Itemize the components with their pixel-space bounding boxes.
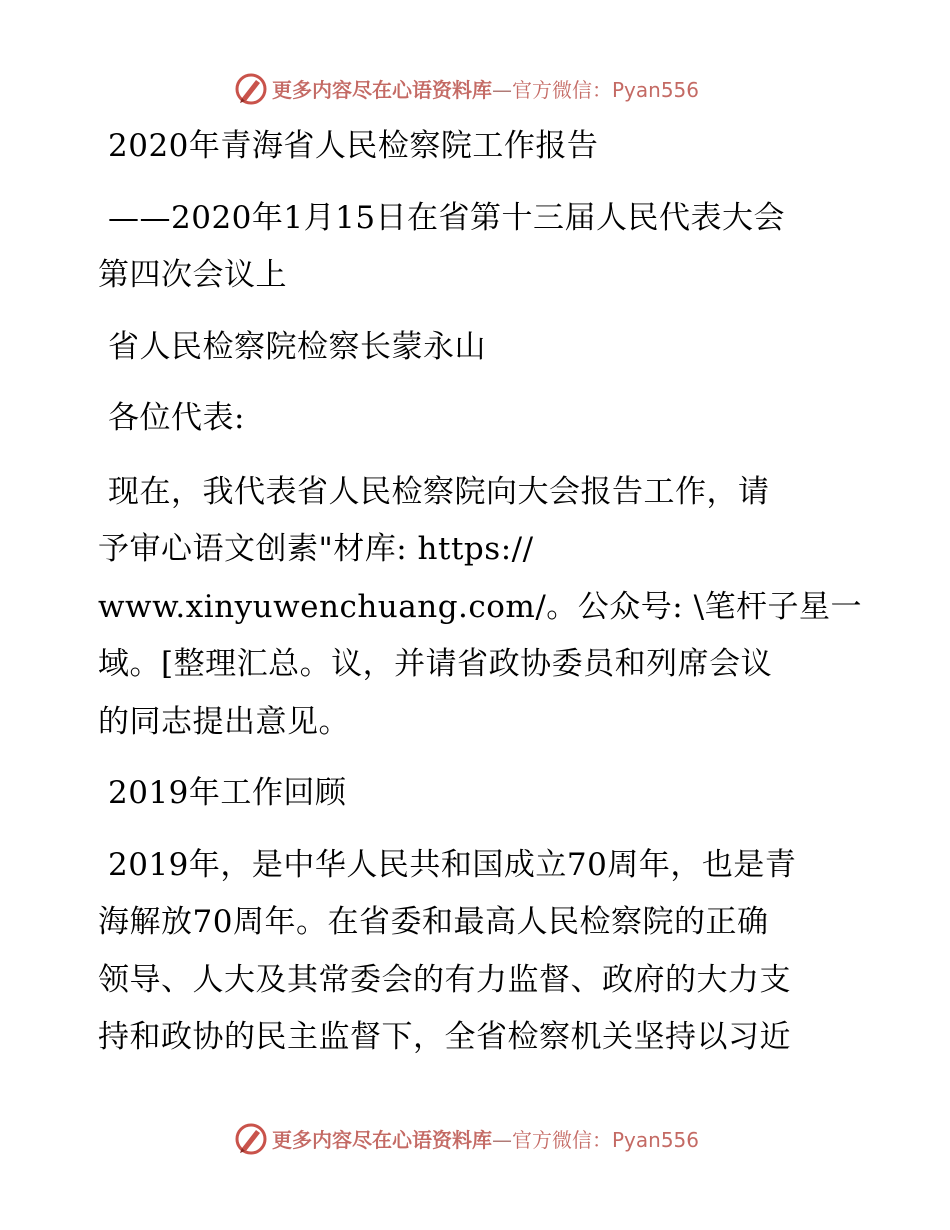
greeting: 各位代表: — [108, 400, 245, 436]
body-line: 海解放70周年。在省委和最高人民检察院的正确 — [98, 904, 769, 940]
watermark-id-text: Pyan556 — [612, 1128, 700, 1152]
pen-logo-icon — [234, 1122, 268, 1156]
watermark-text — [272, 1128, 699, 1152]
subtitle-line: ——2020年1月15日在省第十三届人民代表大会 — [108, 199, 786, 236]
intro-line: 的同志提出意见。 — [98, 703, 350, 740]
pen-logo-icon — [234, 72, 268, 106]
watermark-main-text: 更多内容尽在心语资料库 — [272, 1128, 492, 1152]
watermark-main-text: 更多内容尽在心语资料库 — [272, 78, 492, 102]
watermark-sub-text: 官方微信： — [512, 78, 612, 102]
body-line: 2019年，是中华人民共和国成立70周年，也是青 — [108, 846, 797, 883]
subtitle-line: 第四次会议上 — [98, 257, 287, 293]
watermark-text — [272, 78, 699, 102]
body-paragraph — [98, 837, 858, 1067]
intro-paragraph — [98, 464, 863, 752]
intro-line: www.xinyuwenchuang.com/。公众号: \笔杆子星一 — [98, 588, 863, 625]
watermark-sub-text: 官方微信： — [512, 1128, 612, 1152]
body-line: 领导、人大及其常委会的有力监督、政府的大力支 — [98, 961, 791, 998]
intro-line: 予审心语文创素"材库: https:// — [98, 531, 534, 567]
document-author: 省人民检察院检察长蒙永山 — [108, 328, 486, 365]
intro-line: 现在，我代表省人民检察院向大会报告工作，请 — [108, 473, 770, 510]
watermark-dash: — — [492, 78, 512, 102]
document-subtitle — [98, 190, 858, 305]
watermark-dash: — — [492, 1128, 512, 1152]
section-heading: 2019年工作回顾 — [108, 775, 347, 811]
intro-line: 域。[整理汇总。议，并请省政协委员和列席会议 — [98, 646, 773, 682]
body-line: 持和政协的民主监督下，全省检察机关坚持以习近 — [98, 1019, 791, 1055]
document-title: 2020年青海省人民检察院工作报告 — [108, 128, 599, 164]
document-body — [98, 118, 863, 1081]
top-watermark-banner — [0, 70, 950, 110]
watermark-id-text: Pyan556 — [612, 78, 700, 102]
bottom-watermark-banner — [0, 1120, 950, 1160]
